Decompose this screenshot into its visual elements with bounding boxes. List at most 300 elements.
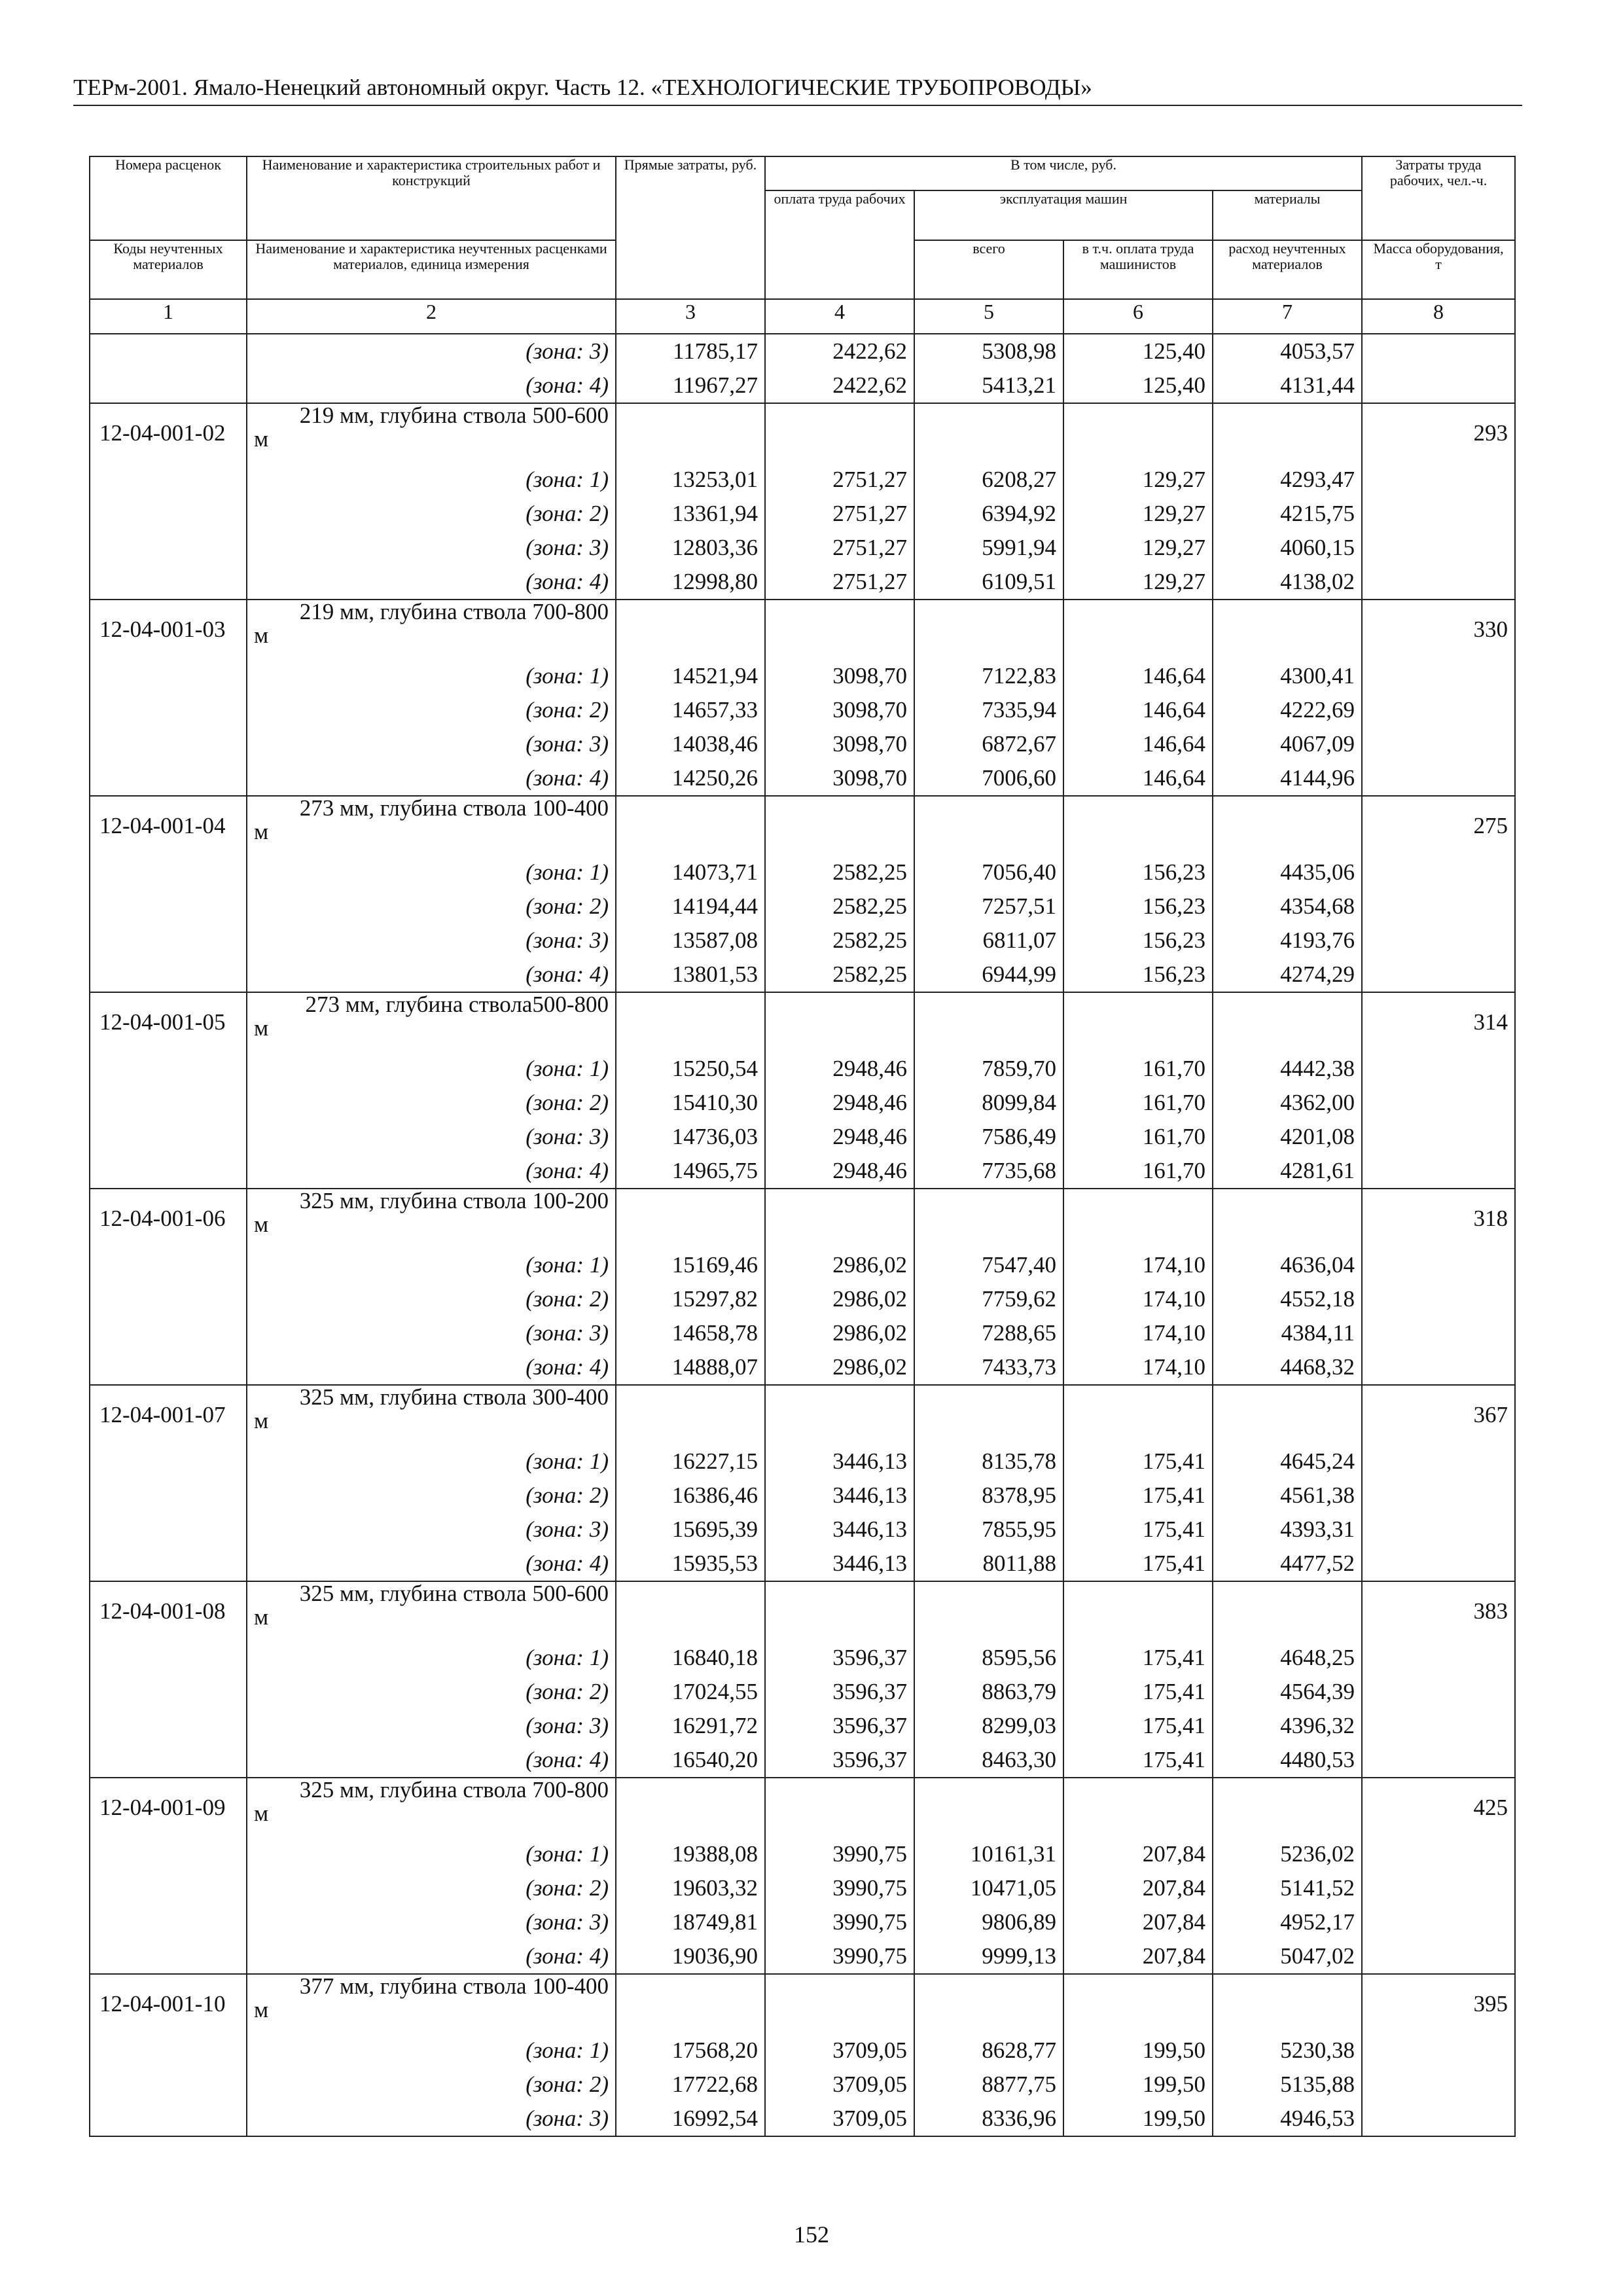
rate-title-line: 325 мм, глубина ствола 100-200 [299, 1189, 609, 1213]
zone-row [90, 2034, 1515, 2068]
materials-value: 5141,52 [1213, 1871, 1362, 1905]
machinists-pay-value: 129,27 [1063, 531, 1213, 565]
machinists-pay-value: 125,40 [1063, 334, 1213, 368]
zone-label: (зона: 3) [247, 334, 616, 368]
materials-value: 4435,06 [1213, 855, 1362, 889]
labor-pay-value: 3596,37 [765, 1709, 914, 1743]
empty-cell [914, 1581, 1063, 1641]
machinists-pay-value: 125,40 [1063, 368, 1213, 403]
rate-title-line: 325 мм, глубина ствола 500-600 [299, 1581, 609, 1606]
rate-title-line: 377 мм, глубина ствола 100-400 [299, 1974, 609, 1999]
empty-cell [616, 992, 765, 1052]
machines-total-value: 6109,51 [914, 565, 1063, 600]
empty-cell [1362, 1248, 1515, 1282]
empty-cell [765, 1778, 914, 1837]
page-number: 152 [794, 2221, 829, 2248]
column-number: 4 [765, 299, 914, 334]
materials-value: 4561,38 [1213, 1479, 1362, 1513]
empty-cell [1213, 1385, 1362, 1444]
machines-total-value: 7859,70 [914, 1052, 1063, 1086]
materials-value: 4354,68 [1213, 889, 1362, 924]
zone-row [90, 727, 1515, 761]
empty-cell [90, 1479, 247, 1513]
labor-pay-value: 3709,05 [765, 2068, 914, 2102]
machines-total-value: 8099,84 [914, 1086, 1063, 1120]
rate-title-row [90, 600, 1515, 659]
labor-pay-value: 3098,70 [765, 659, 914, 693]
empty-cell [616, 1974, 765, 2034]
labor-pay-value: 2986,02 [765, 1350, 914, 1385]
empty-cell [90, 2068, 247, 2102]
zone-row [90, 1444, 1515, 1479]
empty-cell [90, 1120, 247, 1154]
materials-value: 4468,32 [1213, 1350, 1362, 1385]
rate-title-row [90, 1974, 1515, 2034]
direct-costs-value: 14736,03 [616, 1120, 765, 1154]
materials-value: 4362,00 [1213, 1086, 1362, 1120]
materials-value: 4281,61 [1213, 1154, 1362, 1189]
labor-pay-value: 2751,27 [765, 497, 914, 531]
rate-code: 12-04-001-06 [90, 1189, 247, 1248]
machines-total-value: 7288,65 [914, 1316, 1063, 1350]
direct-costs-value: 13361,94 [616, 497, 765, 531]
empty-cell [90, 889, 247, 924]
empty-cell [616, 1189, 765, 1248]
zone-label: (зона: 3) [247, 1316, 616, 1350]
direct-costs-header: Прямые затраты, руб. [616, 156, 765, 299]
machines-header: эксплуатация машин [914, 190, 1213, 240]
rate-code: 12-04-001-10 [90, 1974, 247, 2034]
machinists-pay-value: 174,10 [1063, 1316, 1213, 1350]
empty-cell [1362, 727, 1515, 761]
direct-costs-value: 17024,55 [616, 1675, 765, 1709]
zone-row [90, 693, 1515, 727]
labor-cost-value: 318 [1362, 1189, 1515, 1248]
column-number: 1 [90, 299, 247, 334]
empty-cell [1362, 1316, 1515, 1350]
machines-total-value: 8595,56 [914, 1641, 1063, 1675]
empty-cell [1362, 1743, 1515, 1778]
labor-cost-value: 293 [1362, 403, 1515, 463]
zone-label: (зона: 1) [247, 2034, 616, 2068]
direct-costs-value: 15169,46 [616, 1248, 765, 1282]
empty-cell [1362, 855, 1515, 889]
materials-value: 4131,44 [1213, 368, 1362, 403]
empty-cell [1362, 1513, 1515, 1547]
machinists-pay-value: 175,41 [1063, 1479, 1213, 1513]
empty-cell [765, 1189, 914, 1248]
direct-costs-value: 14521,94 [616, 659, 765, 693]
empty-cell [765, 600, 914, 659]
materials-value: 4396,32 [1213, 1709, 1362, 1743]
empty-cell [914, 1189, 1063, 1248]
machines-total-value: 7586,49 [914, 1120, 1063, 1154]
machines-total-header: всего [914, 240, 1063, 299]
materials-value: 5230,38 [1213, 2034, 1362, 2068]
materials-value: 4067,09 [1213, 727, 1362, 761]
empty-cell [90, 1444, 247, 1479]
rate-title [247, 1581, 616, 1641]
empty-cell [1362, 924, 1515, 958]
machinists-pay-value: 174,10 [1063, 1350, 1213, 1385]
labor-pay-value: 2422,62 [765, 334, 914, 368]
zone-label: (зона: 2) [247, 1675, 616, 1709]
empty-cell [90, 1939, 247, 1974]
empty-cell [765, 796, 914, 855]
direct-costs-value: 13587,08 [616, 924, 765, 958]
empty-cell [90, 1154, 247, 1189]
machines-total-value: 8463,30 [914, 1743, 1063, 1778]
rate-title [247, 1974, 616, 2034]
zone-label: (зона: 3) [247, 2102, 616, 2136]
material-codes-header: Коды неучтенных материалов [90, 240, 247, 299]
machinists-pay-value: 146,64 [1063, 761, 1213, 796]
materials-value: 4442,38 [1213, 1052, 1362, 1086]
empty-cell [90, 1350, 247, 1385]
machinists-pay-value: 146,64 [1063, 693, 1213, 727]
labor-pay-header: оплата труда рабочих [765, 190, 914, 299]
empty-cell [1362, 2034, 1515, 2068]
labor-pay-value: 3098,70 [765, 727, 914, 761]
zone-label: (зона: 3) [247, 1709, 616, 1743]
work-name-header: Наименование и характеристика строительных работ и конструкций [247, 156, 616, 240]
labor-pay-value: 2582,25 [765, 889, 914, 924]
zone-row [90, 2102, 1515, 2136]
zone-row [90, 958, 1515, 992]
machines-total-value: 7122,83 [914, 659, 1063, 693]
empty-cell [90, 761, 247, 796]
direct-costs-value: 12998,80 [616, 565, 765, 600]
rate-code: 12-04-001-02 [90, 403, 247, 463]
rate-code: 12-04-001-04 [90, 796, 247, 855]
empty-cell [90, 531, 247, 565]
rate-title-unit: м [254, 1211, 269, 1237]
zone-row [90, 1675, 1515, 1709]
zone-label: (зона: 1) [247, 1837, 616, 1871]
empty-cell [90, 1282, 247, 1316]
labor-pay-value: 2986,02 [765, 1248, 914, 1282]
machinists-pay-value: 161,70 [1063, 1120, 1213, 1154]
empty-cell [914, 796, 1063, 855]
materials-value: 4138,02 [1213, 565, 1362, 600]
empty-cell [1362, 958, 1515, 992]
empty-cell [1362, 1547, 1515, 1581]
direct-costs-value: 19388,08 [616, 1837, 765, 1871]
zone-label: (зона: 3) [247, 727, 616, 761]
materials-value: 4564,39 [1213, 1675, 1362, 1709]
zone-label: (зона: 4) [247, 761, 616, 796]
direct-costs-value: 14038,46 [616, 727, 765, 761]
zone-label: (зона: 2) [247, 497, 616, 531]
empty-cell [1362, 531, 1515, 565]
direct-costs-value: 16227,15 [616, 1444, 765, 1479]
machines-total-value: 8336,96 [914, 2102, 1063, 2136]
materials-usage-header: расход неучтенных материалов [1213, 240, 1362, 299]
materials-value: 5236,02 [1213, 1837, 1362, 1871]
labor-pay-value: 3098,70 [765, 761, 914, 796]
direct-costs-value: 14657,33 [616, 693, 765, 727]
empty-cell [914, 1778, 1063, 1837]
zone-label: (зона: 1) [247, 1052, 616, 1086]
zone-label: (зона: 4) [247, 368, 616, 403]
machines-total-value: 8299,03 [914, 1709, 1063, 1743]
zone-row [90, 1709, 1515, 1743]
machines-total-value: 8628,77 [914, 2034, 1063, 2068]
empty-cell [914, 1974, 1063, 2034]
empty-cell [616, 1385, 765, 1444]
rate-title-line: 219 мм, глубина ствола 500-600 [299, 403, 609, 428]
empty-cell [90, 1743, 247, 1778]
direct-costs-value: 15935,53 [616, 1547, 765, 1581]
empty-cell [90, 1641, 247, 1675]
zone-row [90, 1743, 1515, 1778]
zone-label: (зона: 2) [247, 2068, 616, 2102]
labor-pay-value: 3446,13 [765, 1547, 914, 1581]
zone-label: (зона: 2) [247, 889, 616, 924]
labor-pay-value: 3709,05 [765, 2034, 914, 2068]
labor-pay-value: 3446,13 [765, 1479, 914, 1513]
zone-label: (зона: 3) [247, 924, 616, 958]
zone-label: (зона: 3) [247, 1905, 616, 1939]
materials-value: 4222,69 [1213, 693, 1362, 727]
zone-label: (зона: 3) [247, 1513, 616, 1547]
zone-row [90, 659, 1515, 693]
column-number: 7 [1213, 299, 1362, 334]
zone-row [90, 1939, 1515, 1974]
zone-row [90, 565, 1515, 600]
machinists-pay-value: 161,70 [1063, 1052, 1213, 1086]
rate-number-header: Номера расценок [90, 156, 247, 240]
zone-label: (зона: 4) [247, 565, 616, 600]
rate-title-line: 219 мм, глубина ствола 700-800 [299, 600, 609, 624]
empty-cell [90, 1513, 247, 1547]
zone-label: (зона: 4) [247, 1743, 616, 1778]
empty-cell [1063, 403, 1213, 463]
empty-cell [1362, 761, 1515, 796]
empty-cell [90, 497, 247, 531]
machinists-pay-value: 161,70 [1063, 1154, 1213, 1189]
empty-cell [90, 1871, 247, 1905]
empty-cell [90, 855, 247, 889]
empty-cell [1213, 1974, 1362, 2034]
empty-cell [1213, 1581, 1362, 1641]
zone-label: (зона: 1) [247, 1641, 616, 1675]
empty-cell [616, 796, 765, 855]
empty-cell [1213, 600, 1362, 659]
empty-cell [90, 463, 247, 497]
empty-cell [616, 403, 765, 463]
empty-cell [1362, 1641, 1515, 1675]
labor-pay-value: 2422,62 [765, 368, 914, 403]
zone-row [90, 924, 1515, 958]
machinists-pay-value: 207,84 [1063, 1871, 1213, 1905]
direct-costs-value: 15250,54 [616, 1052, 765, 1086]
empty-cell [616, 1581, 765, 1641]
rate-title [247, 992, 616, 1052]
empty-cell [90, 2034, 247, 2068]
direct-costs-value: 14888,07 [616, 1350, 765, 1385]
rate-title-unit: м [254, 1408, 269, 1433]
machinists-pay-value: 199,50 [1063, 2068, 1213, 2102]
direct-costs-value: 19603,32 [616, 1871, 765, 1905]
zone-label: (зона: 1) [247, 855, 616, 889]
rate-title [247, 1189, 616, 1248]
empty-cell [1362, 1837, 1515, 1871]
materials-value: 4060,15 [1213, 531, 1362, 565]
machinists-pay-value: 129,27 [1063, 497, 1213, 531]
labor-pay-value: 2751,27 [765, 463, 914, 497]
direct-costs-value: 19036,90 [616, 1939, 765, 1974]
zone-label: (зона: 1) [247, 1444, 616, 1479]
machines-total-value: 6208,27 [914, 463, 1063, 497]
machinists-pay-value: 156,23 [1063, 924, 1213, 958]
zone-label: (зона: 3) [247, 1120, 616, 1154]
labor-cost-value: 395 [1362, 1974, 1515, 2034]
zone-row [90, 1905, 1515, 1939]
empty-cell [765, 1385, 914, 1444]
rate-code: 12-04-001-09 [90, 1778, 247, 1837]
machines-total-value: 9806,89 [914, 1905, 1063, 1939]
direct-costs-value: 11785,17 [616, 334, 765, 368]
machinists-pay-value: 129,27 [1063, 463, 1213, 497]
column-number: 8 [1362, 299, 1515, 334]
machinists-pay-value: 207,84 [1063, 1837, 1213, 1871]
labor-pay-value: 3098,70 [765, 693, 914, 727]
running-header: ТЕРм-2001. Ямало-Ненецкий автономный округ. Часть 12. «ТЕХНОЛОГИЧЕСКИЕ ТРУБОПРОВОДЫ» [73, 73, 1522, 106]
rate-title-line: 273 мм, глубина ствола500-800 [305, 992, 609, 1017]
empty-cell [765, 1581, 914, 1641]
zone-row [90, 1641, 1515, 1675]
empty-cell [90, 1052, 247, 1086]
direct-costs-value: 16291,72 [616, 1709, 765, 1743]
empty-cell [90, 1709, 247, 1743]
materials-value: 4952,17 [1213, 1905, 1362, 1939]
direct-costs-value: 16840,18 [616, 1641, 765, 1675]
empty-cell [1362, 1282, 1515, 1316]
zone-label: (зона: 2) [247, 693, 616, 727]
empty-cell [1362, 1086, 1515, 1120]
empty-cell [616, 600, 765, 659]
machinists-pay-value: 175,41 [1063, 1743, 1213, 1778]
direct-costs-value: 16386,46 [616, 1479, 765, 1513]
labor-pay-value: 2751,27 [765, 565, 914, 600]
labor-pay-value: 3446,13 [765, 1444, 914, 1479]
materials-value: 4477,52 [1213, 1547, 1362, 1581]
equipment-mass-header: Масса оборудования, т [1362, 240, 1515, 299]
direct-costs-value: 14250,26 [616, 761, 765, 796]
zone-row [90, 1086, 1515, 1120]
materials-value: 4946,53 [1213, 2102, 1362, 2136]
rate-title-line: 325 мм, глубина ствола 300-400 [299, 1385, 609, 1410]
machinists-pay-value: 175,41 [1063, 1641, 1213, 1675]
labor-pay-value: 3990,75 [765, 1905, 914, 1939]
zone-row [90, 1513, 1515, 1547]
direct-costs-value: 12803,36 [616, 531, 765, 565]
zone-label: (зона: 2) [247, 1282, 616, 1316]
labor-cost-header: Затраты труда рабочих, чел.-ч. [1362, 156, 1515, 240]
empty-cell [1362, 1052, 1515, 1086]
labor-pay-value: 3990,75 [765, 1871, 914, 1905]
column-number: 2 [247, 299, 616, 334]
machines-total-value: 6394,92 [914, 497, 1063, 531]
empty-cell [1362, 463, 1515, 497]
machines-total-value: 9999,13 [914, 1939, 1063, 1974]
labor-cost-value: 330 [1362, 600, 1515, 659]
empty-cell [1362, 368, 1515, 403]
direct-costs-value: 13801,53 [616, 958, 765, 992]
labor-pay-value: 3596,37 [765, 1743, 914, 1778]
empty-cell [1362, 659, 1515, 693]
zone-row [90, 1350, 1515, 1385]
materials-value: 4636,04 [1213, 1248, 1362, 1282]
materials-value: 4293,47 [1213, 463, 1362, 497]
materials-value: 4053,57 [1213, 334, 1362, 368]
empty-cell [90, 334, 247, 368]
materials-value: 4648,25 [1213, 1641, 1362, 1675]
machines-total-value: 6872,67 [914, 727, 1063, 761]
rate-title-unit: м [254, 426, 269, 452]
labor-pay-value: 2948,46 [765, 1052, 914, 1086]
labor-pay-value: 2948,46 [765, 1120, 914, 1154]
materials-value: 4193,76 [1213, 924, 1362, 958]
empty-cell [914, 1385, 1063, 1444]
machines-total-value: 7855,95 [914, 1513, 1063, 1547]
machinists-pay-value: 146,64 [1063, 659, 1213, 693]
rate-title [247, 1778, 616, 1837]
machines-total-value: 7006,60 [914, 761, 1063, 796]
machinists-pay-value: 175,41 [1063, 1513, 1213, 1547]
empty-cell [90, 727, 247, 761]
empty-cell [1362, 693, 1515, 727]
zone-label: (зона: 3) [247, 531, 616, 565]
empty-cell [90, 1675, 247, 1709]
machinists-pay-value: 161,70 [1063, 1086, 1213, 1120]
zone-row [90, 761, 1515, 796]
zone-label: (зона: 2) [247, 1479, 616, 1513]
labor-cost-value: 275 [1362, 796, 1515, 855]
labor-pay-value: 2948,46 [765, 1154, 914, 1189]
direct-costs-value: 16992,54 [616, 2102, 765, 2136]
rate-code: 12-04-001-08 [90, 1581, 247, 1641]
labor-pay-value: 3596,37 [765, 1675, 914, 1709]
machinists-pay-value: 156,23 [1063, 958, 1213, 992]
rate-title-row [90, 1189, 1515, 1248]
labor-pay-value: 2948,46 [765, 1086, 914, 1120]
zone-row [90, 889, 1515, 924]
empty-cell [1213, 992, 1362, 1052]
zone-row [90, 368, 1515, 403]
machinists-pay-value: 199,50 [1063, 2034, 1213, 2068]
empty-cell [1362, 1154, 1515, 1189]
zone-row [90, 1547, 1515, 1581]
materials-value: 4645,24 [1213, 1444, 1362, 1479]
zone-label: (зона: 4) [247, 1939, 616, 1974]
zone-row [90, 1120, 1515, 1154]
empty-cell [1063, 1778, 1213, 1837]
rate-code: 12-04-001-05 [90, 992, 247, 1052]
zone-row [90, 334, 1515, 368]
machinists-pay-value: 174,10 [1063, 1282, 1213, 1316]
empty-cell [90, 659, 247, 693]
zone-row [90, 1154, 1515, 1189]
machines-total-value: 10471,05 [914, 1871, 1063, 1905]
zone-row [90, 497, 1515, 531]
zone-row [90, 1316, 1515, 1350]
rate-title-row [90, 1778, 1515, 1837]
zone-row [90, 1248, 1515, 1282]
empty-cell [1362, 2068, 1515, 2102]
rate-title-row [90, 992, 1515, 1052]
